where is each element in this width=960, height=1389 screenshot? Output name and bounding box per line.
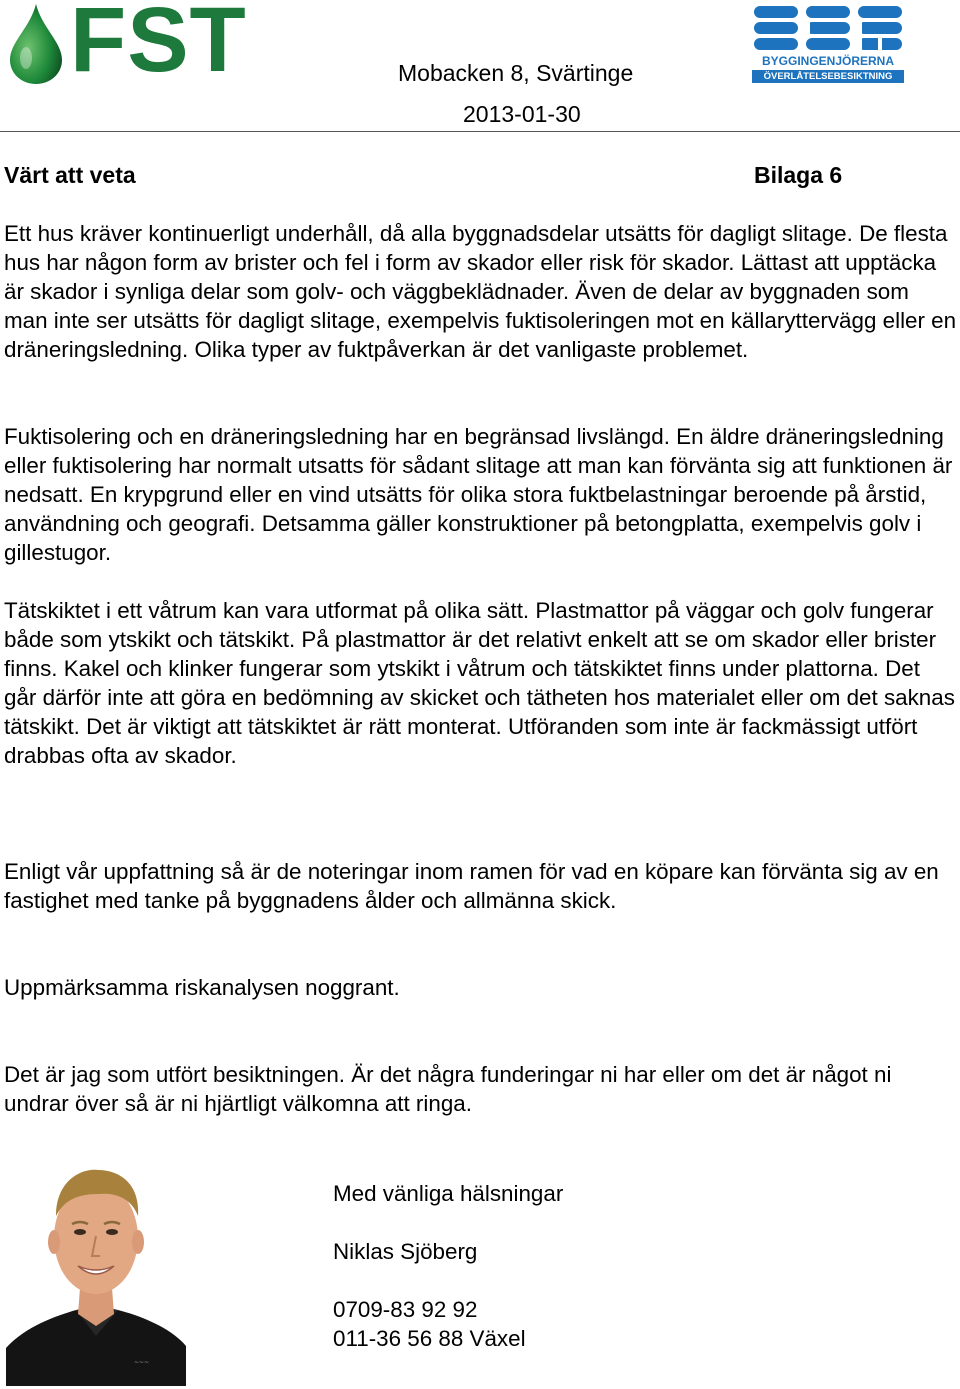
page-header (0, 0, 960, 132)
sbr-logo-name: BYGGINGENJÖRERNA (761, 54, 895, 68)
sbr-logo-subtitle: ÖVERLÅTELSEBESIKTNING (752, 70, 904, 83)
water-drop-icon (4, 2, 68, 86)
signature-greeting: Med vänliga hälsningar (333, 1181, 564, 1206)
sbr-letters-icon (752, 4, 904, 52)
signature-phone: 0709-83 92 92 (333, 1297, 478, 1322)
annex-label: Bilaga 6 (754, 162, 843, 188)
paragraph-risk-analysis: Uppmärksamma riskanalysen noggrant. (4, 975, 400, 1000)
signature-switchboard: 011-36 56 88 Växel (333, 1326, 526, 1351)
signature-name: Niklas Sjöberg (333, 1239, 478, 1264)
header-address: Mobacken 8, Svärtinge (398, 60, 634, 86)
fst-logo-text: FST (70, 0, 247, 91)
header-date: 2013-01-30 (463, 101, 581, 127)
page-title: Värt att veta (4, 162, 136, 188)
inspector-photo (6, 1158, 186, 1386)
fst-logo (4, 0, 274, 91)
paragraph-maintenance: Ett hus kräver kontinuerligt underhåll, då alla byggnadsdelar utsätts för dagligt slitage. De flesta hus har någon form av brister och fel i form av skador eller risk för skador. Lättast att upptäcka är skador i synliga delar som golv- och väggbeklädnader. Även de delar av byggnaden som man inte ser utsätts för dagligt slitage, exempelvis fuktisoleringen mot en källaryttervägg eller en dräneringsledning. Olika typer av fuktpåverkan är det vanligaste problemet. (4, 221, 957, 362)
svg-text:~~~: ~~~ (134, 1359, 150, 1366)
paragraph-contact: Det är jag som utfört besiktningen. Är det några funderingar ni har eller om det är något ni undrar över så är ni hjärtligt välkomna att ringa. (4, 1062, 892, 1116)
byggingenjorerna-logo (752, 4, 904, 84)
paragraph-wetroom: Tätskiktet i ett våtrum kan vara utformat på olika sätt. Plastmattor på väggar och golv fungerar både som ytskikt och tätskikt. På plastmattor är det relativt enkelt att se om skador eller brister finns. Kakel och klinker fungerar som ytskikt i våtrum och tätskiktet finns under plattorna. Det går därför inte att göra en bedömning av skicket och tätheten hos materialet eller om det saknas tätskikt. Det är viktigt att tätskiktet är rätt monterat. Utföranden som inte är fackmässigt utfört drabbas ofta av skador. (4, 598, 955, 768)
paragraph-moisture: Fuktisolering och en dräneringsledning har en begränsad livslängd. En äldre dräneringsledning eller fuktisolering har normalt utsatts för sådant slitage att man kan förvänta sig att funktionen är nedsatt. En krypgrund eller en vind utsätts för olika stora fuktbelastningar beroende på årstid, användning och geografi. Detsamma gäller konstruktioner på betongplatta, exempelvis golv i gillestugor. (4, 424, 953, 565)
paragraph-assessment: Enligt vår uppfattning så är de noteringar inom ramen för vad en köpare kan förvänta sig av en fastighet med tanke på byggnadens ålder och allmänna skick. (4, 859, 939, 913)
header-divider (0, 131, 960, 132)
